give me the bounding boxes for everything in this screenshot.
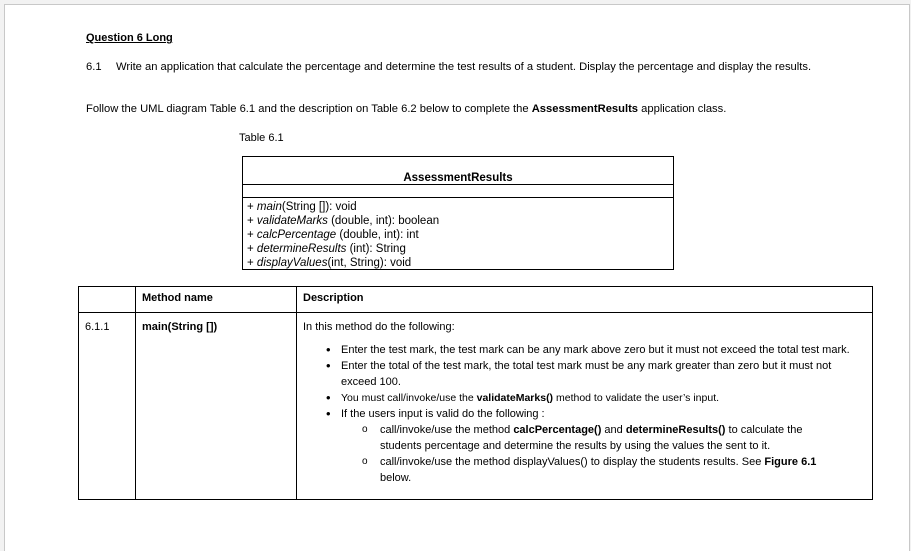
header-method-cell: Method name	[136, 287, 297, 313]
uml-method: + validateMarks (double, int): boolean	[247, 215, 440, 227]
instruction-pre: Follow the UML diagram Table 6.1 and the description on Table 6.2 below to complete the	[86, 103, 532, 115]
uml-attributes-section	[243, 185, 673, 198]
table-row	[79, 313, 873, 500]
question-text: Write an application that calculate the percentage and determine the test results of a student. Display the percentage and display the results.	[116, 61, 812, 73]
uml-method: + displayValues(int, String): void	[247, 257, 412, 269]
description-intro: In this method do the following:	[303, 321, 455, 333]
instruction-post: application class.	[638, 103, 727, 115]
row-description-cell	[297, 313, 873, 500]
row-method-cell: main(String [])	[136, 313, 297, 500]
list-item: • Enter the total of the test mark, the total test mark must be any mark greater than zero but it must not exceed 100.	[341, 358, 866, 390]
table-caption: Table 6.1	[239, 132, 284, 144]
document-page	[4, 4, 910, 551]
question-number: 6.1	[86, 61, 102, 73]
sub-list	[341, 422, 866, 486]
uml-method: + main(String []): void	[247, 201, 357, 213]
uml-methods-section	[247, 200, 439, 270]
header-num-cell	[79, 287, 136, 313]
sub-list-item: o call/invoke/use the method calcPercentage() and determineResults() to calculate the students percentage and determine the results by using the values the sent to it.	[380, 422, 826, 454]
sub-list-item: o call/invoke/use the method displayValues() to display the students results. See Figure 6.1 below.	[380, 454, 826, 486]
description-table	[78, 286, 873, 500]
list-item: • If the users input is valid do the following : o call/invoke/use the method calcPercentage() and determineResults() to calculate the students percentage and determine the results by using the values the sent to it. o call/invoke/use the method displayValues() to display the students results. See Figure 6.1 below.	[341, 406, 866, 486]
header-description-cell: Description	[297, 287, 873, 313]
uml-class-diagram	[242, 156, 674, 270]
question-title: Question 6 Long	[86, 32, 173, 44]
list-item: • Enter the test mark, the test mark can be any mark above zero but it must not exceed the total test mark.	[341, 342, 866, 358]
instruction	[86, 101, 726, 117]
instruction-class: AssessmentResults	[531, 103, 639, 115]
description-list	[297, 342, 872, 486]
table-header-row	[79, 287, 873, 313]
row-num-cell: 6.1.1	[79, 313, 136, 500]
uml-method: + determineResults (int): String	[247, 243, 406, 255]
list-item: • You must call/invoke/use the validateMarks() method to validate the user’s input.	[341, 390, 866, 406]
uml-method: + calcPercentage (double, int): int	[247, 229, 419, 241]
uml-class-name: AssessmentResults	[243, 157, 673, 185]
